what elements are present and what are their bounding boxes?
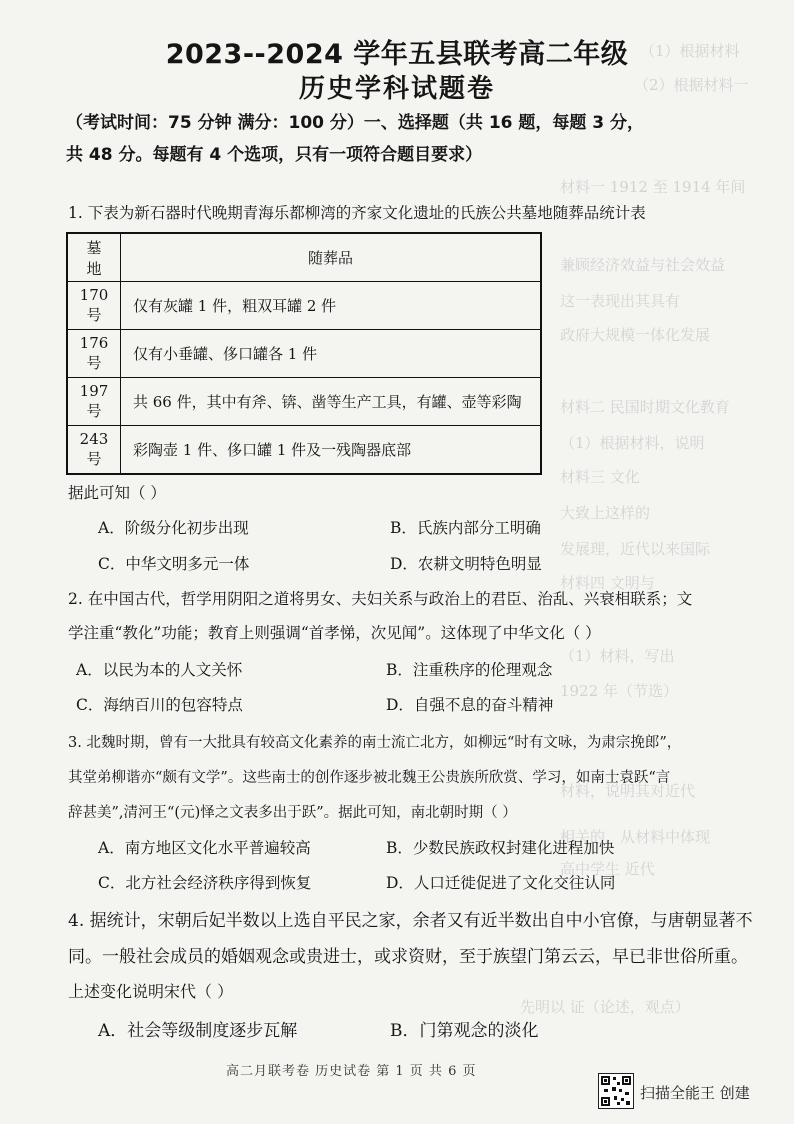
- bleed-text: （2）根据材料一: [634, 76, 749, 94]
- question-4-stem-line-1: 4. 据统计，宋朝后妃半数以上选自平民之家，余者又有近半数出自中小官僚，与唐朝显著不: [68, 911, 753, 931]
- exam-title: 2023--2024 学年五县联考高二年级: [165, 39, 629, 70]
- exam-subtitle: 历史学科试题卷: [298, 74, 495, 104]
- q3-option-a[interactable]: A．南方地区文化水平普遍较高: [98, 839, 311, 857]
- table-header-goods: 随葬品: [121, 233, 542, 282]
- bleed-text: 高中学生 近代: [560, 860, 655, 878]
- bleed-text: 先明以 证（论述，观点）: [520, 998, 690, 1016]
- scanner-watermark: 扫描全能王 创建: [640, 1084, 750, 1102]
- table-row: [67, 330, 541, 378]
- bleed-text: 相关的，从材料中体现: [560, 828, 711, 846]
- question-3-stem-line-3: 辞甚美”,清河王“(元)怿之文表多出于跃”。据此可知，南北朝时期（ ）: [68, 805, 517, 821]
- grave-goods: 共 66 件，其中有斧、锛、凿等生产工具，有罐、壶等彩陶: [121, 378, 542, 426]
- bleed-text: 材料一 1912 至 1914 年间: [560, 178, 746, 196]
- table-header-tomb: 墓地: [67, 233, 121, 282]
- question-4-prompt: 上述变化说明宋代（ ）: [68, 982, 234, 1001]
- tomb-number: 170 号: [67, 282, 121, 330]
- q1-option-b[interactable]: B．氏族内部分工明确: [390, 519, 541, 537]
- grave-goods: 仅有小垂罐、侈口罐各 1 件: [121, 330, 542, 378]
- q1-option-a[interactable]: A．阶级分化初步出现: [98, 519, 249, 537]
- q3-option-d[interactable]: D．人口迁徙促进了文化交往认同: [386, 874, 616, 892]
- q3-option-b[interactable]: B．少数民族政权封建化进程加快: [386, 839, 615, 857]
- question-2-stem-line-1: 2. 在中国古代，哲学用阴阳之道将男女、夫妇关系与政治上的君臣、治乱、兴衰相联系；文: [68, 590, 693, 608]
- exam-info-line-2: 共 48 分。每题有 4 个选项，只有一项符合题目要求）: [66, 145, 483, 165]
- grave-goods: 彩陶壶 1 件、侈口罐 1 件及一残陶器底部: [121, 426, 542, 475]
- exam-info-line-1: （考试时间：75 分钟 满分：100 分）一、选择题（共 16 题，每题 3 分，: [66, 113, 645, 133]
- bleed-text: 材料二 民国时期文化教育: [560, 398, 730, 416]
- q2-option-a[interactable]: A．以民为本的人文关怀: [76, 661, 243, 679]
- tomb-number: 197 号: [67, 378, 121, 426]
- bleed-text: 材料，说明其对近代: [560, 782, 696, 800]
- table-row: [67, 282, 541, 330]
- bleed-text: 政府大规模一体化发展: [560, 326, 711, 344]
- bleed-text: 1922 年（节选）: [560, 682, 678, 700]
- table-row: [67, 426, 541, 475]
- question-3-stem-line-1: 3. 北魏时期，曾有一大批具有较高文化素养的南士流亡北方，如柳远“时有文咏，为肃宗挽郎”，: [68, 735, 682, 751]
- q1-option-d[interactable]: D．农耕文明特色明显: [390, 555, 542, 573]
- question-4-stem-line-2: 同。一般社会成员的婚姻观念或贵进士，或求资财，至于族望门第云云，早已非世俗所重。: [68, 947, 748, 967]
- grave-goods: 仅有灰罐 1 件，粗双耳罐 2 件: [121, 282, 542, 330]
- question-1-stem: 1. 下表为新石器时代晚期青海乐都柳湾的齐家文化遗址的氏族公共墓地随葬品统计表: [68, 204, 646, 222]
- bleed-text: （1）材料，写出: [560, 647, 675, 665]
- qr-code-icon: [598, 1073, 634, 1109]
- q1-option-c[interactable]: C．中华文明多元一体: [98, 555, 250, 573]
- bleed-text: 这一表现出其具有: [560, 292, 681, 310]
- bleed-text: （1）根据材料，说明: [560, 434, 705, 452]
- question-1-prompt: 据此可知（ ）: [68, 484, 166, 502]
- q2-option-d[interactable]: D．自强不息的奋斗精神: [386, 696, 554, 714]
- q2-option-b[interactable]: B．注重秩序的伦理观念: [386, 661, 553, 679]
- table-row: [67, 378, 541, 426]
- question-2-stem-line-2: 学注重“教化”功能；教育上则强调“首孝悌，次见闻”。这体现了中华文化（ ）: [68, 624, 601, 642]
- q3-option-c[interactable]: C．北方社会经济秩序得到恢复: [98, 874, 312, 892]
- q4-option-b[interactable]: B．门第观念的淡化: [390, 1021, 539, 1041]
- bleed-text: 兼顾经济效益与社会效益: [560, 256, 726, 274]
- bleed-text: 发展理，近代以来国际: [560, 540, 711, 558]
- bleed-text: 材料四 文明与: [560, 574, 655, 592]
- tomb-number: 176 号: [67, 330, 121, 378]
- bleed-text: 材料三 文化: [560, 468, 640, 486]
- page-footer: 高二月联考卷 历史试卷 第 1 页 共 6 页: [226, 1064, 477, 1079]
- bleed-text: 大致上这样的: [560, 504, 651, 522]
- q2-option-c[interactable]: C．海纳百川的包容特点: [76, 696, 243, 714]
- bleed-text: （1）根据材料: [640, 42, 740, 60]
- grave-goods-table: [66, 232, 542, 475]
- q4-option-a[interactable]: A．社会等级制度逐步瓦解: [98, 1021, 298, 1041]
- table-header-row: [67, 233, 541, 282]
- question-3-stem-line-2: 其堂弟柳谐亦“颇有文学”。这些南士的创作逐步被北魏王公贵族所欣赏、学习，如南士袁跃“言: [68, 770, 671, 786]
- tomb-number: 243 号: [67, 426, 121, 475]
